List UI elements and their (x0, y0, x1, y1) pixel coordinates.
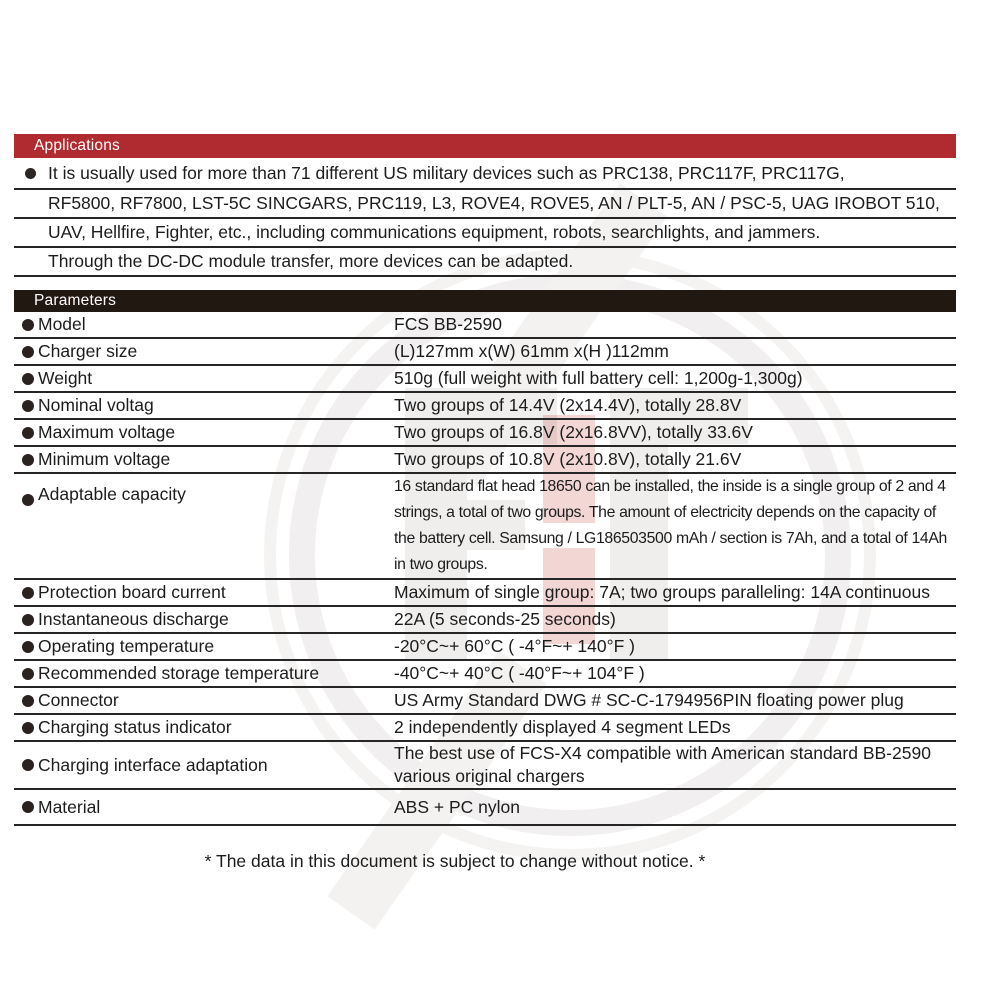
param-label: Adaptable capacity (38, 484, 186, 504)
bullet-icon (22, 614, 34, 626)
param-label: Connector (38, 690, 119, 710)
param-value: Two groups of 14.4V (2x14.4V), totally 28.8V (394, 395, 742, 415)
param-label: Recommended storage temperature (38, 663, 320, 683)
bullet-icon (22, 373, 34, 385)
param-value: 2 independently displayed 4 segment LEDs (394, 717, 731, 737)
param-label-cell (14, 636, 394, 657)
param-value: -40°C~+ 40°C ( -40°F~+ 104°F ) (394, 663, 645, 683)
param-label-cell (14, 797, 394, 818)
param-label: Charger size (38, 341, 138, 361)
bullet-icon (22, 641, 34, 653)
bullet-icon (22, 494, 34, 506)
table-row (14, 312, 956, 339)
bullet-icon (22, 400, 34, 412)
bullet-icon (22, 759, 34, 771)
table-row (14, 742, 956, 790)
bullet-icon (22, 587, 34, 599)
table-row (14, 634, 956, 661)
param-label-cell (14, 341, 394, 362)
param-label: Weight (38, 368, 93, 388)
table-row (14, 420, 956, 447)
applications-line-text: It is usually used for more than 71 different US military devices such as PRC138, PRC117F, PRC117G, (48, 162, 845, 183)
table-row (14, 580, 956, 607)
applications-line (14, 219, 956, 248)
param-label: Model (38, 314, 86, 334)
param-label: Maximum voltage (38, 422, 176, 442)
param-value: 22A (5 seconds-25 seconds) (394, 609, 616, 629)
param-label: Instantaneous discharge (38, 609, 229, 629)
bullet-icon (22, 722, 34, 734)
param-label-cell (14, 449, 394, 470)
applications-line (14, 190, 956, 219)
param-label-cell (14, 422, 394, 443)
param-label: Material (38, 796, 101, 817)
table-row (14, 339, 956, 366)
param-label-cell (14, 314, 394, 335)
table-row (14, 447, 956, 474)
param-value: Two groups of 10.8V (2x10.8V), totally 21.6V (394, 449, 742, 469)
param-label-cell (14, 395, 394, 416)
applications-section-title: Applications (34, 137, 120, 154)
param-label-cell (14, 690, 394, 711)
param-value: The best use of FCS-X4 compatible with American standard BB-2590 various original chargers (394, 743, 931, 786)
param-label: Minimum voltage (38, 449, 171, 469)
bullet-icon (25, 168, 36, 179)
param-value: Maximum of single group: 7A; two groups paralleling: 14A continuous (394, 582, 930, 602)
table-row (14, 366, 956, 393)
content-column (14, 134, 956, 872)
table-row (14, 393, 956, 420)
param-label: Nominal voltag (38, 395, 154, 415)
table-row (14, 790, 956, 826)
bullet-icon (22, 695, 34, 707)
param-value: 510g (full weight with full battery cell: 1,200g-1,300g) (394, 368, 803, 388)
bullet-icon (22, 346, 34, 358)
param-label-cell (14, 755, 394, 776)
table-row (14, 715, 956, 742)
param-value: 16 standard flat head 18650 can be installed, the inside is a single group of 2 and 4 strings, a total of two groups. The amount of electricity depends on the capacity of the battery cell. Samsung / LG186503500 mAh / section is 7Ah, and a total of 14Ah in two groups. (394, 478, 947, 573)
param-label-cell (14, 484, 394, 505)
table-row (14, 661, 956, 688)
bullet-icon (22, 668, 34, 680)
param-label-cell (14, 717, 394, 738)
table-row (14, 688, 956, 715)
applications-line (14, 158, 956, 190)
parameters-section-title: Parameters (34, 292, 117, 309)
applications-text-block (14, 158, 956, 277)
param-label: Protection board current (38, 582, 226, 602)
table-row (14, 607, 956, 634)
param-value: Two groups of 16.8V (2x16.8VV), totally 33.6V (394, 422, 753, 442)
param-label-cell (14, 609, 394, 630)
applications-line (14, 248, 956, 277)
param-label-cell (14, 582, 394, 603)
applications-line-text: UAV, Hellfire, Fighter, etc., including communications equipment, robots, searchlights, and jammers. (48, 222, 821, 242)
bullet-icon (22, 454, 34, 466)
table-row (14, 474, 956, 580)
applications-section-header (14, 134, 956, 158)
parameters-table (14, 312, 956, 826)
parameters-section-header (14, 290, 956, 312)
applications-line-text: Through the DC-DC module transfer, more devices can be adapted. (48, 251, 574, 271)
param-label-cell (14, 663, 394, 684)
bullet-icon (22, 801, 34, 813)
bullet-icon (22, 319, 34, 331)
param-value: -20°C~+ 60°C ( -4°F~+ 140°F ) (394, 636, 636, 656)
param-value: FCS BB-2590 (394, 314, 502, 334)
param-value: (L)127mm x(W) 61mm x(H )112mm (394, 341, 669, 361)
param-value: ABS + PC nylon (394, 796, 520, 817)
param-value: US Army Standard DWG # SC-C-1794956PIN floating power plug (394, 690, 904, 710)
disclaimer-note: * The data in this document is subject to change without notice. * (204, 851, 706, 871)
param-label: Charging interface adaptation (38, 754, 268, 775)
param-label: Charging status indicator (38, 717, 232, 737)
bullet-icon (22, 427, 34, 439)
param-label-cell (14, 368, 394, 389)
param-label: Operating temperature (38, 636, 215, 656)
applications-line-text: RF5800, RF7800, LST-5C SINCGARS, PRC119, L3, ROVE4, ROVE5, AN / PLT-5, AN / PSC-5, UAG IROBOT 510, (48, 193, 940, 213)
